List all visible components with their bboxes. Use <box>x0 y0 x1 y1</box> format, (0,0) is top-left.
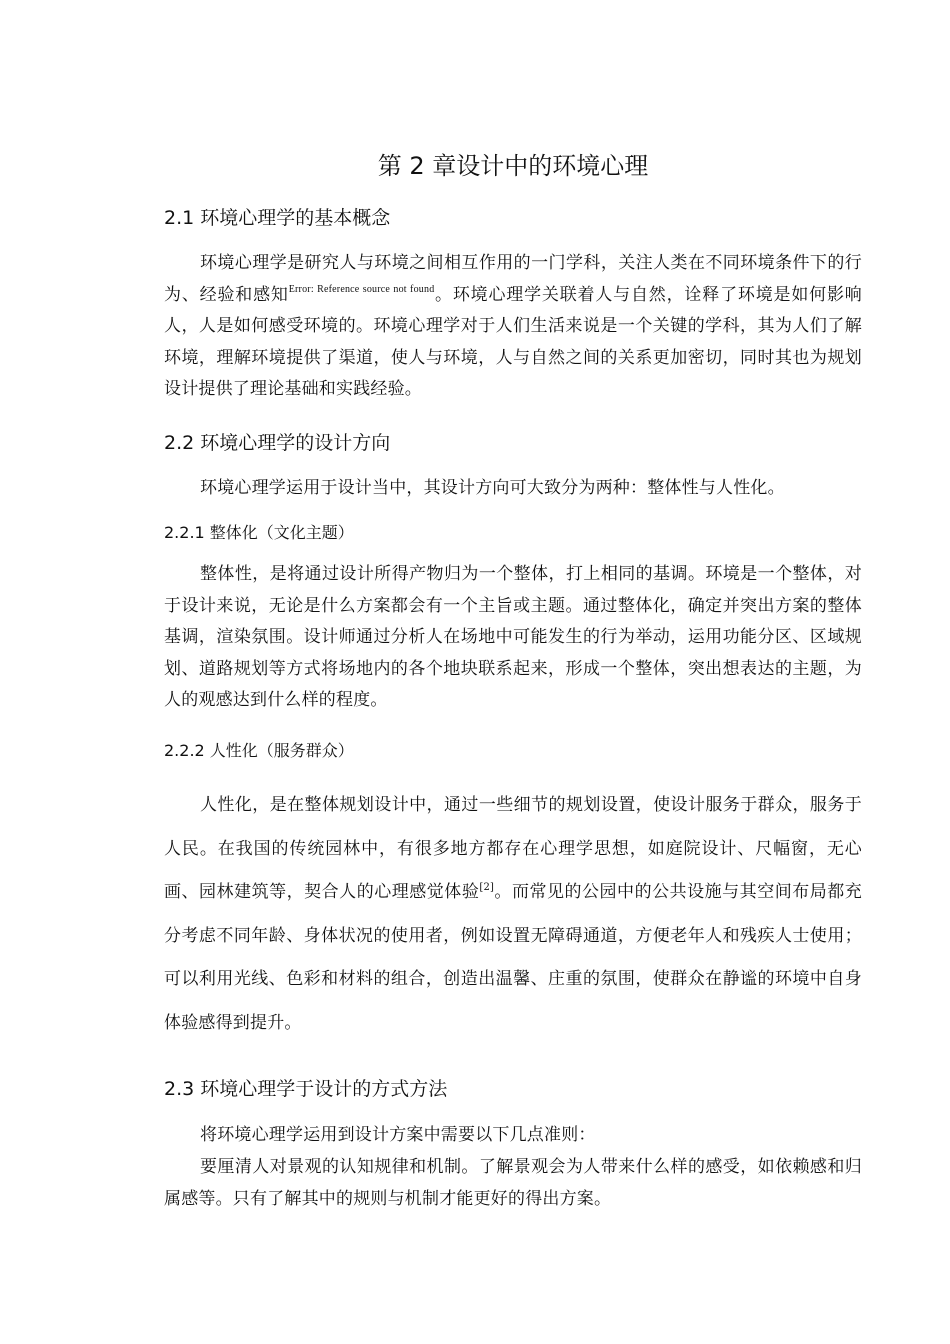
citation-error: Error: Reference source not found <box>288 283 435 295</box>
paragraph-2-2-intro: 环境心理学运用于设计当中，其设计方向可大致分为两种：整体性与人性化。 <box>200 478 785 498</box>
paragraph-2-2-1: 整体性，是将通过设计所得产物归为一个整体，打上相同的基调。环境是一个整体，对于设计来说，无论是什么方案都会有一个主旨或主题。通过整体化，确定并突出方案的整体基调，渲染氛围。设计师通过分析人在场地中可能发生的行为举动，运用功能分区、区域规划、道路规划等方式将场地内的各个地块联系起来，形成一个整体，突出想表达的主题，为人的观感达到什么样的程度。 <box>164 564 862 710</box>
paragraph-2-1-text-a: 环境心理学是研究人与环境之间相互作用的一门学科，关注人类在不同环境条件下的行为、经验和感知 <box>164 253 862 305</box>
section-heading-2-1: 2.1 环境心理学的基本概念 <box>164 207 391 229</box>
paragraph-2-2-2-text-b: 。而常见的公园中的公共设施与其空间布局都充分考虑不同年龄、身体状况的使用者，例如设置无障碍通道，方便老年人和残疾人士使用；可以利用光线、色彩和材料的组合，创造出温馨、庄重的氛围，使群众在静谧的环境中自身体验感得到提升。 <box>164 882 862 1033</box>
subsection-heading-2-2-2: 2.2.2 人性化（服务群众） <box>164 741 354 760</box>
chapter-title: 第 2 章设计中的环境心理 <box>377 152 649 180</box>
citation-ref: [2] <box>479 882 495 893</box>
subsection-heading-2-2-1: 2.2.1 整体化（文化主题） <box>164 523 354 542</box>
section-heading-2-3: 2.3 环境心理学于设计的方式方法 <box>164 1078 448 1100</box>
paragraph-2-1 <box>164 248 862 406</box>
paragraph-2-3-rule-1: 要厘清人对景观的认知规律和机制。了解景观会为人带来什么样的感受，如依赖感和归属感等。只有了解其中的规则与机制才能更好的得出方案。 <box>164 1157 862 1209</box>
section-heading-2-2: 2.2 环境心理学的设计方向 <box>164 432 391 454</box>
paragraph-2-3-intro: 将环境心理学运用到设计方案中需要以下几点准则： <box>200 1125 596 1145</box>
paragraph-2-2-2-text-a: 人性化，是在整体规划设计中，通过一些细节的规划设置，使设计服务于群众，服务于人民。在我国的传统园林中，有很多地方都存在心理学思想，如庭院设计、尺幅窗，无心画、园林建筑等，契合人的心理感觉体验 <box>164 795 862 902</box>
paragraph-2-1-text-b: 。环境心理学关联着人与自然，诠释了环境是如何影响人，人是如何感受环境的。环境心理学对于人们生活来说是一个关键的学科，其为人们了解环境，理解环境提供了渠道，使人与环境，人与自然之间的关系更加密切，同时其也为规划设计提供了理论基础和实践经验。 <box>164 284 862 399</box>
paragraph-2-2-2 <box>164 784 862 1045</box>
